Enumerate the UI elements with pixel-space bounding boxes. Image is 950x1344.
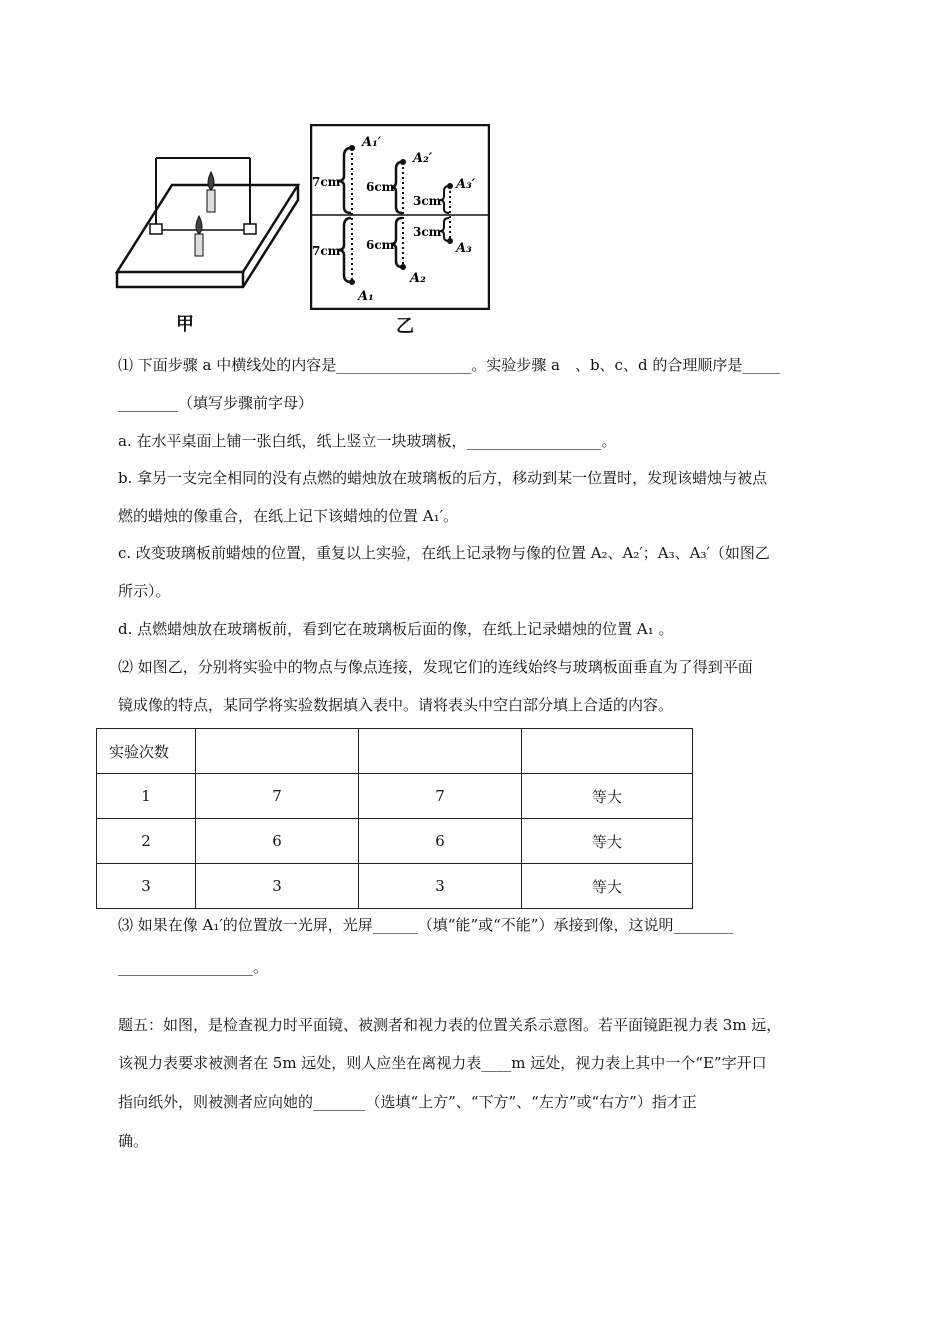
plate-stand-left <box>150 224 162 234</box>
table-row <box>97 774 693 819</box>
table-cell: 6 <box>196 819 359 864</box>
step-b: 燃的蜡烛的像重合，在纸上记下该蜡烛的位置 A₁′。 <box>118 507 459 525</box>
table-cell: 3 <box>359 864 522 909</box>
table-cell: 3 <box>97 864 196 909</box>
label-a2: A₂ <box>410 271 426 286</box>
question-3-line: ⑶ 如果在像 A₁′的位置放一光屏，光屏______（填“能”或“不能”）承接到像，这说明________ <box>118 916 734 934</box>
problem-5-line: 确。 <box>118 1132 149 1150</box>
figure-jia <box>110 150 310 300</box>
label-a2-image: A₂′ <box>413 151 433 166</box>
table-cell: 2 <box>97 819 196 864</box>
label-7cm-top: 7cm <box>312 175 341 189</box>
candle-front <box>195 216 203 256</box>
table-cell: 等大 <box>522 864 693 909</box>
table-row <box>97 819 693 864</box>
table-cell: 7 <box>359 774 522 819</box>
step-b: b. 拿另一支完全相同的没有点燃的蜡烛放在玻璃板的后方，移动到某一位置时，发现该蜡烛与被点 <box>118 469 768 487</box>
problem-5-line: 指向纸外，则被测者应向她的_______（选填“上方”、“下方”、“左方”或“右方”）指才正 <box>118 1093 697 1111</box>
label-a3: A₃ <box>456 241 472 256</box>
figure-yi <box>310 124 490 310</box>
table-cell: 7 <box>196 774 359 819</box>
question-2-line: ⑵ 如图乙，分别将实验中的物点与像点连接，发现它们的连线始终与玻璃板面垂直为了得到平面 <box>118 658 753 676</box>
caption-jia: 甲 <box>176 314 194 335</box>
table-cell: 3 <box>196 864 359 909</box>
label-6cm-top: 6cm <box>366 180 395 194</box>
label-a1-image: A₁′ <box>362 135 382 150</box>
table-header-row <box>97 729 693 774</box>
table-cell: 6 <box>359 819 522 864</box>
question-1-line: ⑴ 下面步骤 a 中横线处的内容是__________________。实验步骤 a 、b、c、d 的合理顺序是_____ <box>118 356 780 374</box>
candle-back <box>207 172 215 212</box>
plate-stand-right <box>244 224 256 234</box>
step-c: 所示）。 <box>118 582 171 600</box>
table-cell: 等大 <box>522 774 693 819</box>
question-3-line: __________________。 <box>118 958 269 976</box>
table-cell: 等大 <box>522 819 693 864</box>
data-table <box>96 728 693 909</box>
label-3cm-top: 3cm <box>413 194 442 208</box>
label-3cm-bottom: 3cm <box>413 225 442 239</box>
label-6cm-bottom: 6cm <box>366 238 395 252</box>
question-1-line: ________（填写步骤前字母） <box>118 394 314 412</box>
problem-5-line: 该视力表要求被测者在 5m 远处，则人应坐在离视力表____m 远处，视力表上其中一个“E”字开口 <box>118 1054 767 1072</box>
step-a: a. 在水平桌面上铺一张白纸，纸上竖立一块玻璃板，__________________。 <box>118 432 617 450</box>
caption-yi: 乙 <box>396 316 414 337</box>
table-header-cell: 实验次数 <box>97 729 196 774</box>
step-c: c. 改变玻璃板前蜡烛的位置，重复以上实验，在纸上记录物与像的位置 A₂、A₂′；A₃、A₃′（如图乙 <box>118 544 770 562</box>
question-2-line: 镜成像的特点，某同学将实验数据填入表中。请将表头中空白部分填上合适的内容。 <box>118 696 674 714</box>
label-a3-image: A₃′ <box>456 177 476 192</box>
table-header-cell <box>359 729 522 774</box>
table-row <box>97 864 693 909</box>
step-d: d. 点燃蜡烛放在玻璃板前，看到它在玻璃板后面的像，在纸上记录蜡烛的位置 A₁ 。 <box>118 620 674 638</box>
table-cell: 1 <box>97 774 196 819</box>
label-a1: A₁ <box>358 289 374 304</box>
table-header-cell <box>196 729 359 774</box>
label-7cm-bottom: 7cm <box>312 244 341 258</box>
table-header-cell <box>522 729 693 774</box>
problem-5-line: 题五：如图，是检查视力时平面镜、被测者和视力表的位置关系示意图。若平面镜距视力表 3m 远， <box>118 1016 782 1034</box>
